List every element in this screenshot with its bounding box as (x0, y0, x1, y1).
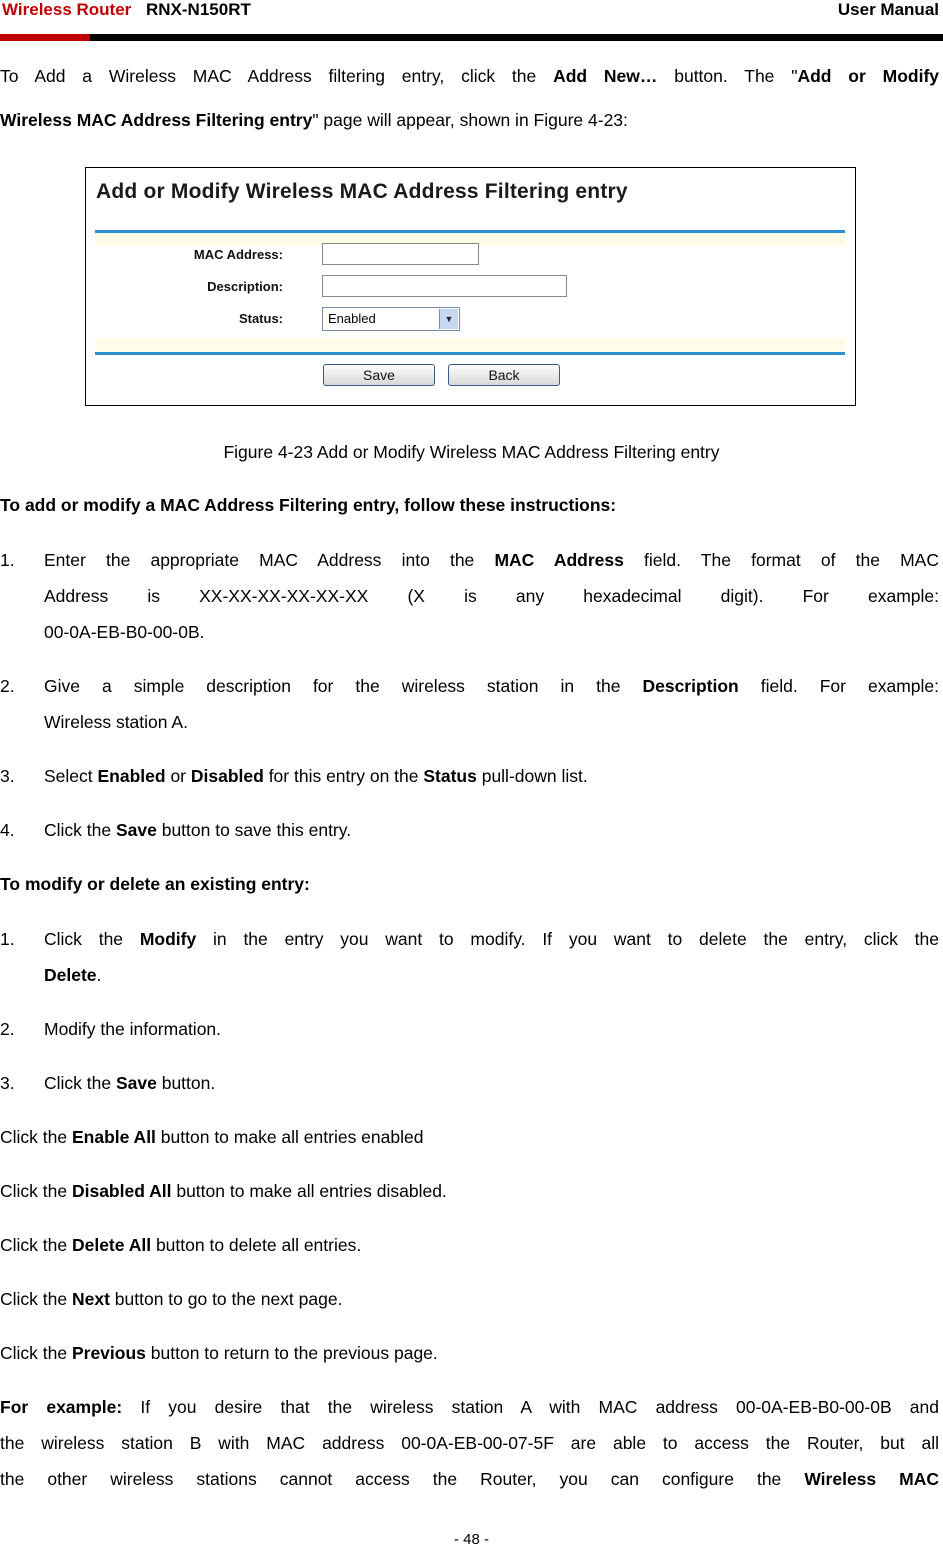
header-manual: User Manual (837, 0, 939, 19)
step-3-line: Select Enabled or Disabled for this entry on the Status pull-down list. (44, 766, 588, 786)
figure-caption: Figure 4-23 Add or Modify Wireless MAC Address Filtering entry (223, 442, 720, 462)
step-3-number: 3. (0, 766, 15, 786)
modify-step-2-number: 2. (0, 1019, 15, 1039)
figure-divider-bottom (95, 352, 845, 355)
step-1-line-1: Enter the appropriate MAC Address into the MAC Address field. The format of the MAC (44, 550, 939, 570)
example-line-1: For example: If you desire that the wireless station A with MAC address 00-0A-EB-B0-00-0B and (0, 1397, 939, 1417)
step-1-line-2: Address is XX-XX-XX-XX-XX-XX (X is any hexadecimal digit). For example: (44, 586, 939, 606)
status-label: Status: (238, 311, 283, 326)
page-number: - 48 - (453, 1531, 489, 1548)
chevron-down-icon: ▼ (439, 309, 458, 329)
description-label: Description: (207, 279, 283, 294)
mac-address-input[interactable] (322, 243, 479, 265)
step-1-line-3: 00-0A-EB-B0-00-0B. (44, 622, 205, 642)
disabled-all-note: Click the Disabled All button to make all entries disabled. (0, 1181, 447, 1201)
previous-note: Click the Previous button to return to the previous page. (0, 1343, 438, 1363)
status-select-value: Enabled (328, 311, 376, 326)
modify-step-2-line: Modify the information. (44, 1019, 222, 1039)
header-model: RNX-N150RT (146, 0, 251, 19)
modify-step-3-line: Click the Save button. (44, 1073, 216, 1093)
modify-step-1-line-1: Click the Modify in the entry you want to modify. If you want to delete the entry, click the (44, 929, 940, 949)
step-2-number: 2. (0, 676, 15, 696)
status-select[interactable] (322, 307, 460, 331)
example-line-2: the wireless station B with MAC address 00-0A-EB-00-07-5F are able to access the Router, but all (0, 1433, 939, 1453)
header-rule-black (90, 34, 943, 41)
step-2-line-2: Wireless station A. (44, 712, 188, 732)
modify-heading: To modify or delete an existing entry: (0, 874, 310, 894)
description-input[interactable] (322, 275, 567, 297)
figure-band-bottom (95, 338, 845, 351)
figure-title: Add or Modify Wireless MAC Address Filtering entry (96, 180, 628, 203)
mac-address-label: MAC Address: (193, 247, 283, 262)
modify-step-1-line-2: Delete. (44, 965, 102, 985)
example-line-3: the other wireless stations cannot access the Router, you can configure the Wireless MAC (0, 1469, 939, 1489)
modify-step-3-number: 3. (0, 1073, 15, 1093)
intro-line-1: To Add a Wireless MAC Address filtering entry, click the Add New… button. The "Add or Modify (0, 66, 939, 86)
header-brand: Wireless Router (2, 0, 132, 19)
back-button[interactable]: Back (448, 364, 560, 386)
intro-line-2: Wireless MAC Address Filtering entry" page will appear, shown in Figure 4-23: (0, 110, 628, 130)
step-2-line-1: Give a simple description for the wireless station in the Description field. For example: (44, 676, 939, 696)
page-header (0, 0, 943, 44)
save-button[interactable]: Save (323, 364, 435, 386)
step-4-line: Click the Save button to save this entry. (44, 820, 352, 840)
delete-all-note: Click the Delete All button to delete all entries. (0, 1235, 362, 1255)
step-4-number: 4. (0, 820, 15, 840)
header-rule-red (0, 34, 90, 41)
instructions-heading: To add or modify a MAC Address Filtering entry, follow these instructions: (0, 495, 617, 515)
figure-screenshot (85, 167, 856, 406)
enable-all-note: Click the Enable All button to make all entries enabled (0, 1127, 424, 1147)
next-note: Click the Next button to go to the next page. (0, 1289, 343, 1309)
step-1-number: 1. (0, 550, 15, 570)
modify-step-1-number: 1. (0, 929, 15, 949)
